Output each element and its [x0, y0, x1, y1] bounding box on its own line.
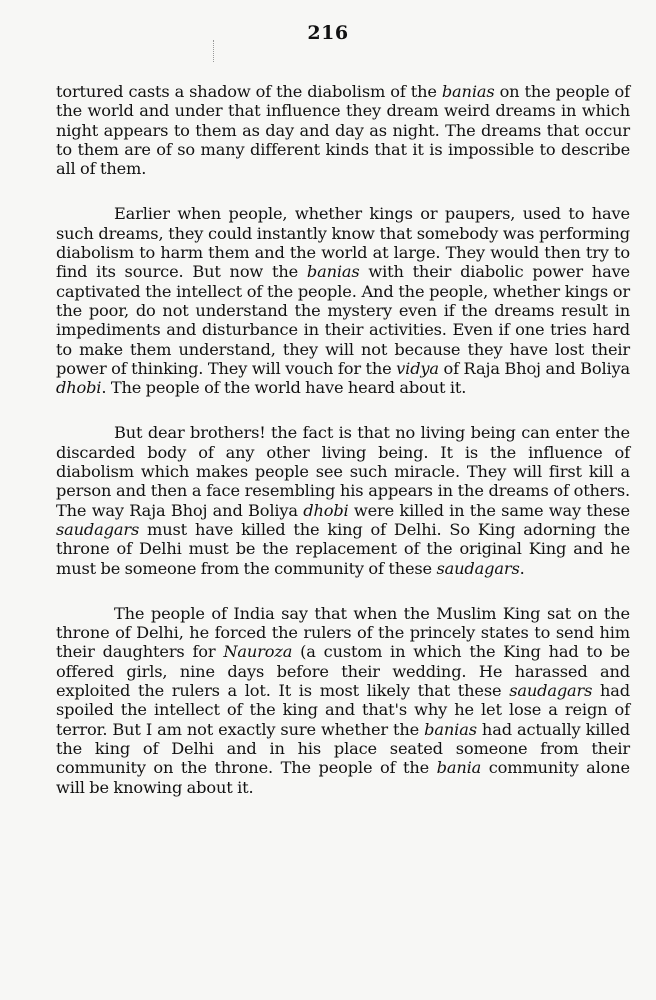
paragraph-3: [56, 423, 630, 577]
text-run: .: [519, 558, 525, 578]
text-run: The people of India say that when the Muslim King sat on the throne of Delhi, he forced the rulers of the princely states to send him their daughters for: [56, 603, 630, 662]
text-run: But dear brothers! the fact is that no living being can enter the discarded body of any other living being. It is the influence of diabolism which makes people see such miracle. They will first kill a person and then a face resembling his appears in the dreams of others. The way Raja Bhoj and Boliya: [56, 423, 630, 520]
text-run: (a custom in which the King had to be offered girls, nine days before their wedding. He harassed and exploited the rulers a lot. It is most likely that these: [56, 642, 630, 701]
body-text: [56, 82, 630, 823]
text-run: were killed in the same way these: [348, 500, 630, 520]
text-run: tortured casts a shadow of the diabolism of the: [56, 82, 442, 101]
paragraph-1: [56, 82, 630, 178]
text-run: with their diabolic power have captivated the intellect of the people. And the people, whether kings or the poor, do not understand the mystery even if the dreams result in impediments and disturbance in their activities. Even if one tries hard to make them understand, they will not because they have lost their power of thinking. They will vouch for the: [56, 262, 630, 378]
text-run: had spoiled the intellect of the king and that's why he let lose a reign of terror. But I am not exactly sure whether the: [56, 681, 631, 739]
italic-term: saudagars: [436, 558, 520, 578]
italic-term: saudagars: [56, 519, 140, 539]
page-number: 216: [307, 22, 349, 44]
text-run: of Raja Bhoj and Boliya: [438, 358, 631, 378]
text-run: community alone will be knowing about it.: [56, 758, 630, 797]
italic-term: saudagars: [509, 681, 593, 701]
italic-term: dhobi: [303, 500, 349, 520]
text-run: on the people of the world and under that influence they dream weird dreams in which night appears to them as day and day as night. The dreams that occur to them are of so many different kinds that it is impossible to describe all of them.: [56, 82, 630, 179]
italic-term: banias: [441, 82, 495, 101]
text-run: . The people of the world have heard about it.: [101, 378, 467, 398]
italic-term: dhobi: [56, 378, 102, 398]
text-run: Earlier when people, whether kings or paupers, used to have such dreams, they could instantly know that somebody was performing diabolism to harm them and the world at large. They would then try to find its source. But now the: [56, 204, 630, 282]
italic-term: vidya: [396, 358, 439, 378]
italic-term: Nauroza: [223, 642, 293, 662]
text-run: had actually killed the king of Delhi and in his place seated someone from their community on the throne. The people of the: [56, 719, 630, 778]
italic-term: banias: [306, 262, 360, 282]
text-run: must have killed the king of Delhi. So King adorning the throne of Delhi must be the replacement of the original King and he must be someone from the community of these: [56, 519, 630, 578]
paragraph-4: [56, 604, 630, 797]
italic-term: bania: [436, 758, 482, 778]
paragraph-2: [56, 204, 630, 397]
italic-term: banias: [424, 719, 477, 739]
